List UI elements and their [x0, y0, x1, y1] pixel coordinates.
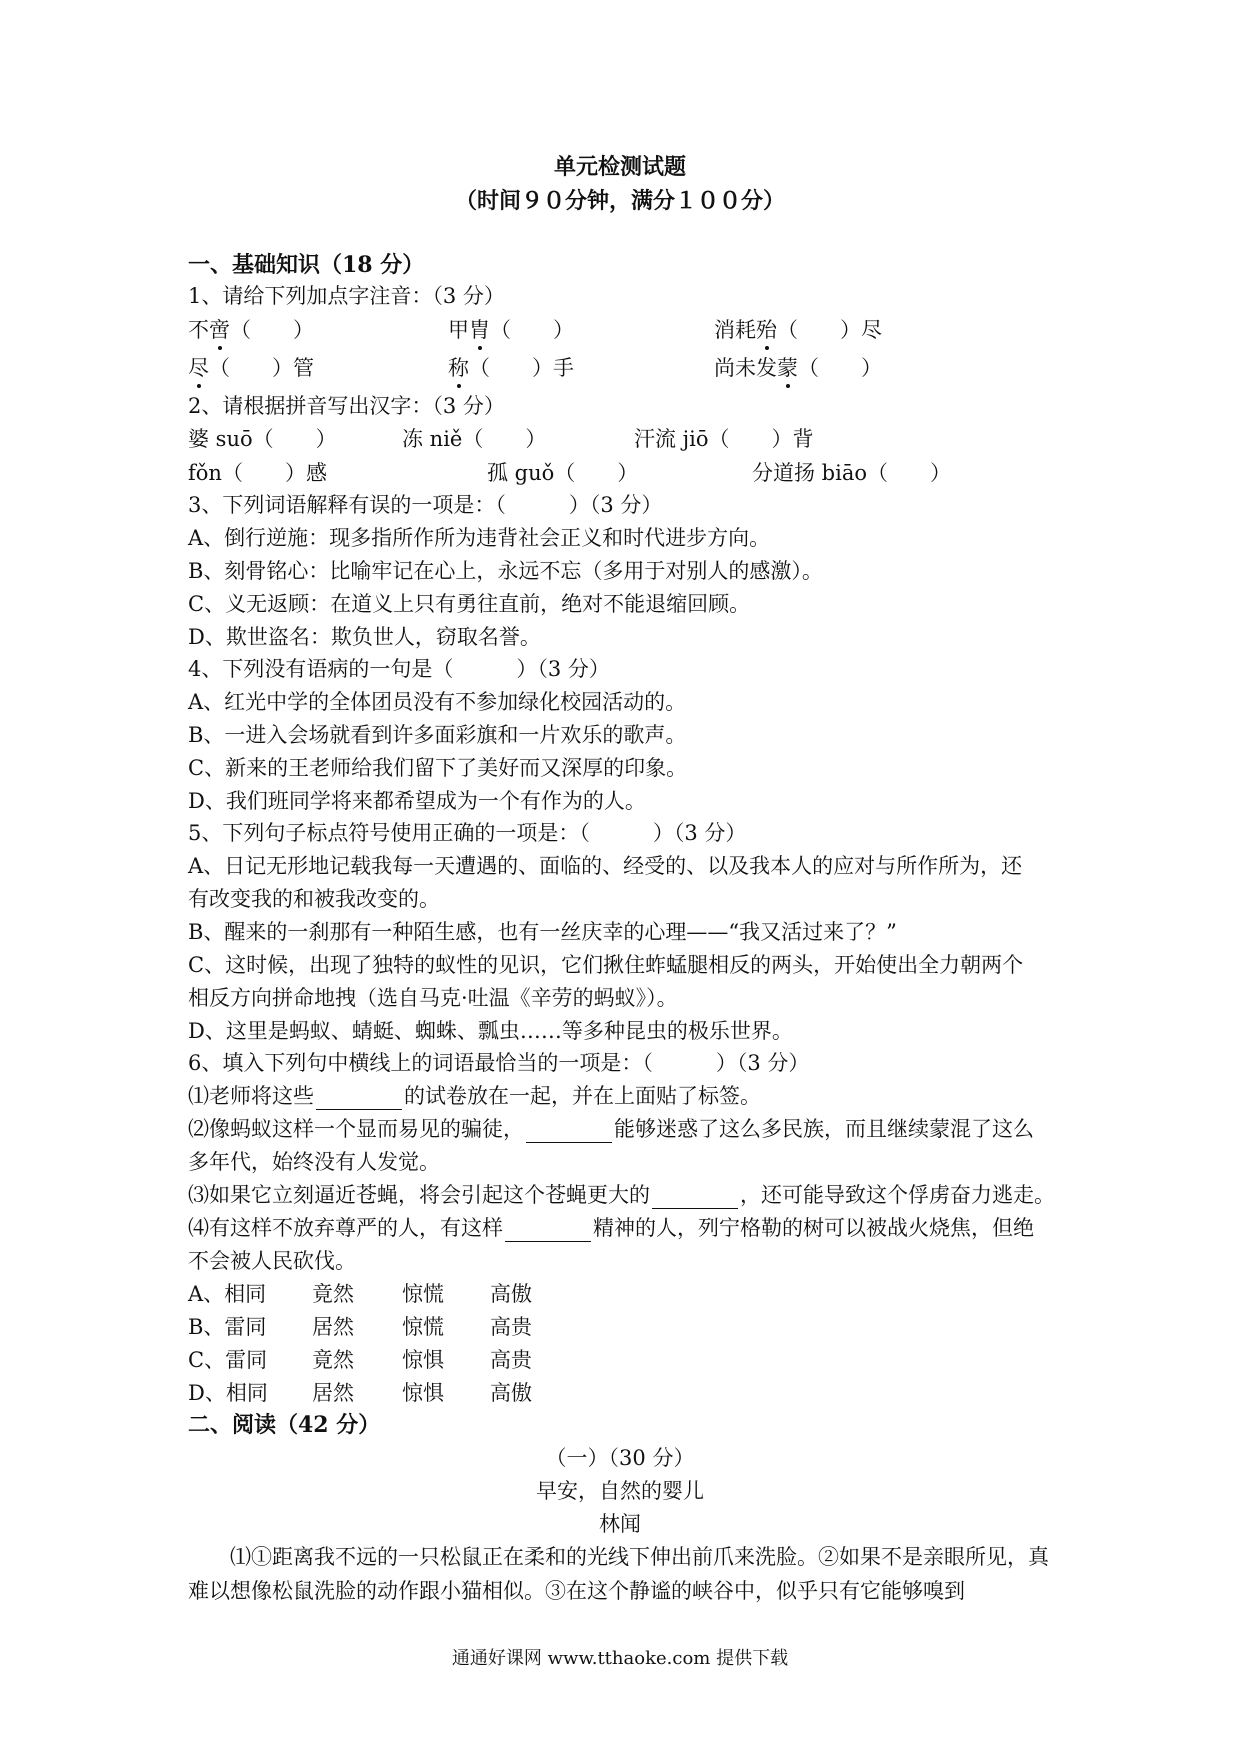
q5-line-5: 相反方向拼命地拽（选自马克·吐温《辛劳的蚂蚁》）。 [188, 986, 678, 1010]
q6-sentence-4 [188, 1214, 1068, 1242]
q6-choice-d-4: 高傲 [490, 1381, 532, 1405]
q2-item-2: 冻 niě（ ） [402, 427, 547, 451]
q6-sentence-2-cont: 多年代，始终没有人发觉。 [188, 1150, 440, 1174]
q2-item-5: 孤 guǒ（ ） [487, 461, 639, 485]
q6-sentence-4-cont: 不会被人民砍伐。 [188, 1249, 356, 1273]
q6-sentence-3 [188, 1181, 1068, 1209]
page-subtitle: （时间９０分钟，满分１００分） [454, 188, 785, 214]
q1-item-1-dotted: 啻 [209, 318, 230, 342]
q1-item-6-blank: （ ） [798, 356, 882, 380]
page-title: 单元检测试题 [553, 154, 686, 180]
q3-option-a: A、倒行逆施：现多指所作所为违背社会正义和时代进步方向。 [188, 526, 771, 550]
q3-option-c: C、义无返顾：在道义上只有勇往直前，绝对不能退缩回顾。 [188, 592, 751, 616]
q6-choice-d-1: D、相同 [188, 1381, 268, 1405]
q5-line-4: C、这时候，出现了独特的蚁性的见识，它们揪住蚱蜢腿相反的两头，开始使出全力朝两个 [188, 953, 1024, 977]
q6-s1-after: 的试卷放在一起，并在上面贴了标签。 [404, 1084, 761, 1108]
reading-part-label: （一）（30 分） [545, 1446, 695, 1470]
q6-choice-a-2: 竟然 [312, 1282, 354, 1306]
q6-s3-after: ，还可能导致这个俘虏奋力逃走。 [740, 1183, 1055, 1207]
q2-item-6: 分道扬 biāo（ ） [752, 461, 951, 485]
q2-item-3: 汗流 jiō（ ）背 [634, 427, 814, 451]
q1-item-4-dotted: 尽 [188, 356, 209, 380]
q1-item-6-pre: 尚未发 [714, 356, 777, 380]
q5-line-6: D、这里是蚂蚁、蜻蜓、蜘蛛、瓢虫……等多种昆虫的极乐世界。 [188, 1019, 793, 1043]
question-4-stem: 4、下列没有语病的一句是（ ）（3 分） [188, 657, 610, 681]
page-footer: 通通好课网 www.tthaoke.com 提供下载 [451, 1648, 789, 1669]
q6-choice-d-2: 居然 [312, 1381, 354, 1405]
q6-sentence-2 [188, 1115, 1068, 1143]
q6-choice-b-2: 居然 [312, 1315, 354, 1339]
q6-choice-c-2: 竟然 [312, 1348, 354, 1372]
q6-s4-before: ⑷有这样不放弃尊严的人，有这样 [188, 1216, 503, 1240]
q6-choice-b-4: 高贵 [490, 1315, 532, 1339]
q6-choice-d-3: 惊惧 [402, 1381, 444, 1405]
question-3-stem: 3、下列词语解释有误的一项是：（ ）（3 分） [188, 493, 663, 517]
q6-choice-a-1: A、相同 [188, 1282, 267, 1306]
q5-line-3: B、醒来的一刹那有一种陌生感，也有一丝庆幸的心理——“我又活过来了？” [188, 920, 897, 944]
q6-choice-a-4: 高傲 [490, 1282, 532, 1306]
q5-line-2: 有改变我的和被我改变的。 [188, 887, 440, 911]
q6-s2-blank [526, 1120, 612, 1143]
q6-s1-blank [316, 1087, 402, 1110]
q6-s2-after: 能够迷惑了这么多民族，而且继续蒙混了这么 [614, 1117, 1034, 1141]
q1-item-3-pre: 消耗 [714, 318, 756, 342]
q1-item-5-dotted: 称 [448, 356, 469, 380]
q6-sentence-1 [188, 1082, 1068, 1110]
question-1-stem: 1、请给下列加点字注音：（3 分） [188, 284, 505, 308]
q3-option-d: D、欺世盗名：欺负世人，窃取名誉。 [188, 625, 541, 649]
question-5-stem: 5、下列句子标点符号使用正确的一项是：（ ）（3 分） [188, 821, 747, 845]
q6-choice-b-1: B、雷同 [188, 1315, 267, 1339]
q1-item-3 [714, 316, 882, 344]
q6-s2-before: ⑵像蚂蚁这样一个显而易见的骗徒， [188, 1117, 524, 1141]
q6-choice-b-3: 惊慌 [402, 1315, 444, 1339]
q1-item-6-dotted: 蒙 [777, 356, 798, 380]
q1-item-5-blank: （ ）手 [469, 356, 574, 380]
q3-option-b: B、刻骨铭心：比喻牢记在心上，永远不忘（多用于对别人的感激）。 [188, 559, 823, 583]
q6-s3-blank [652, 1186, 738, 1209]
q1-item-1-blank: （ ） [230, 318, 314, 342]
q4-option-c: C、新来的王老师给我们留下了美好而又深厚的印象。 [188, 756, 688, 780]
article-author: 林闻 [599, 1512, 641, 1536]
q4-option-d: D、我们班同学将来都希望成为一个有作为的人。 [188, 789, 646, 813]
q1-item-2-blank: （ ） [490, 318, 574, 342]
q6-choice-c-3: 惊惧 [402, 1348, 444, 1372]
q1-item-2-dotted: 胄 [469, 318, 490, 342]
article-paragraph-1: ⑴①距离我不远的一只松鼠正在柔和的光线下伸出前爪来洗脸。②如果不是亲眼所见，真难以想像松鼠洗脸的动作跟小猫相似。③在这个静谧的峡谷中，似乎只有它能够嗅到 [188, 1545, 1049, 1603]
q1-item-4 [188, 354, 314, 382]
question-6-stem: 6、填入下列句中横线上的词语最恰当的一项是：（ ）（3 分） [188, 1051, 810, 1075]
q6-s4-after: 精神的人，列宁格勒的树可以被战火烧焦，但绝 [593, 1216, 1034, 1240]
q6-choice-a-3: 惊慌 [402, 1282, 444, 1306]
q4-option-b: B、一进入会场就看到许多面彩旗和一片欢乐的歌声。 [188, 723, 687, 747]
q2-item-1: 婆 suō（ ） [188, 427, 337, 451]
q1-item-6 [714, 354, 882, 382]
question-2-stem: 2、请根据拼音写出汉字：（3 分） [188, 394, 505, 418]
q6-s4-blank [505, 1219, 591, 1242]
q1-item-2 [448, 316, 574, 344]
q1-item-3-blank: （ ）尽 [777, 318, 882, 342]
section-heading-basics: 一、基础知识（18 分） [188, 252, 425, 278]
article-title: 早安，自然的婴儿 [536, 1479, 704, 1503]
q1-item-1 [188, 316, 314, 344]
q6-s1-before: ⑴老师将这些 [188, 1084, 314, 1108]
q1-item-2-pre: 甲 [448, 318, 469, 342]
q6-choice-c-1: C、雷同 [188, 1348, 268, 1372]
section-heading-reading: 二、阅读（42 分） [188, 1412, 381, 1438]
q6-choice-c-4: 高贵 [490, 1348, 532, 1372]
q5-line-1: A、日记无形地记载我每一天遭遇的、面临的、经受的、以及我本人的应对与所作所为，还 [188, 854, 1023, 878]
q1-item-4-blank: （ ）管 [209, 356, 314, 380]
q4-option-a: A、红光中学的全体团员没有不参加绿化校园活动的。 [188, 690, 687, 714]
q1-item-3-dotted: 殆 [756, 318, 777, 342]
q1-item-5 [448, 354, 574, 382]
q1-item-1-pre: 不 [188, 318, 209, 342]
q6-s3-before: ⑶如果它立刻逼近苍蝇，将会引起这个苍蝇更大的 [188, 1183, 650, 1207]
q2-item-4: fǒn（ ）感 [188, 461, 327, 485]
